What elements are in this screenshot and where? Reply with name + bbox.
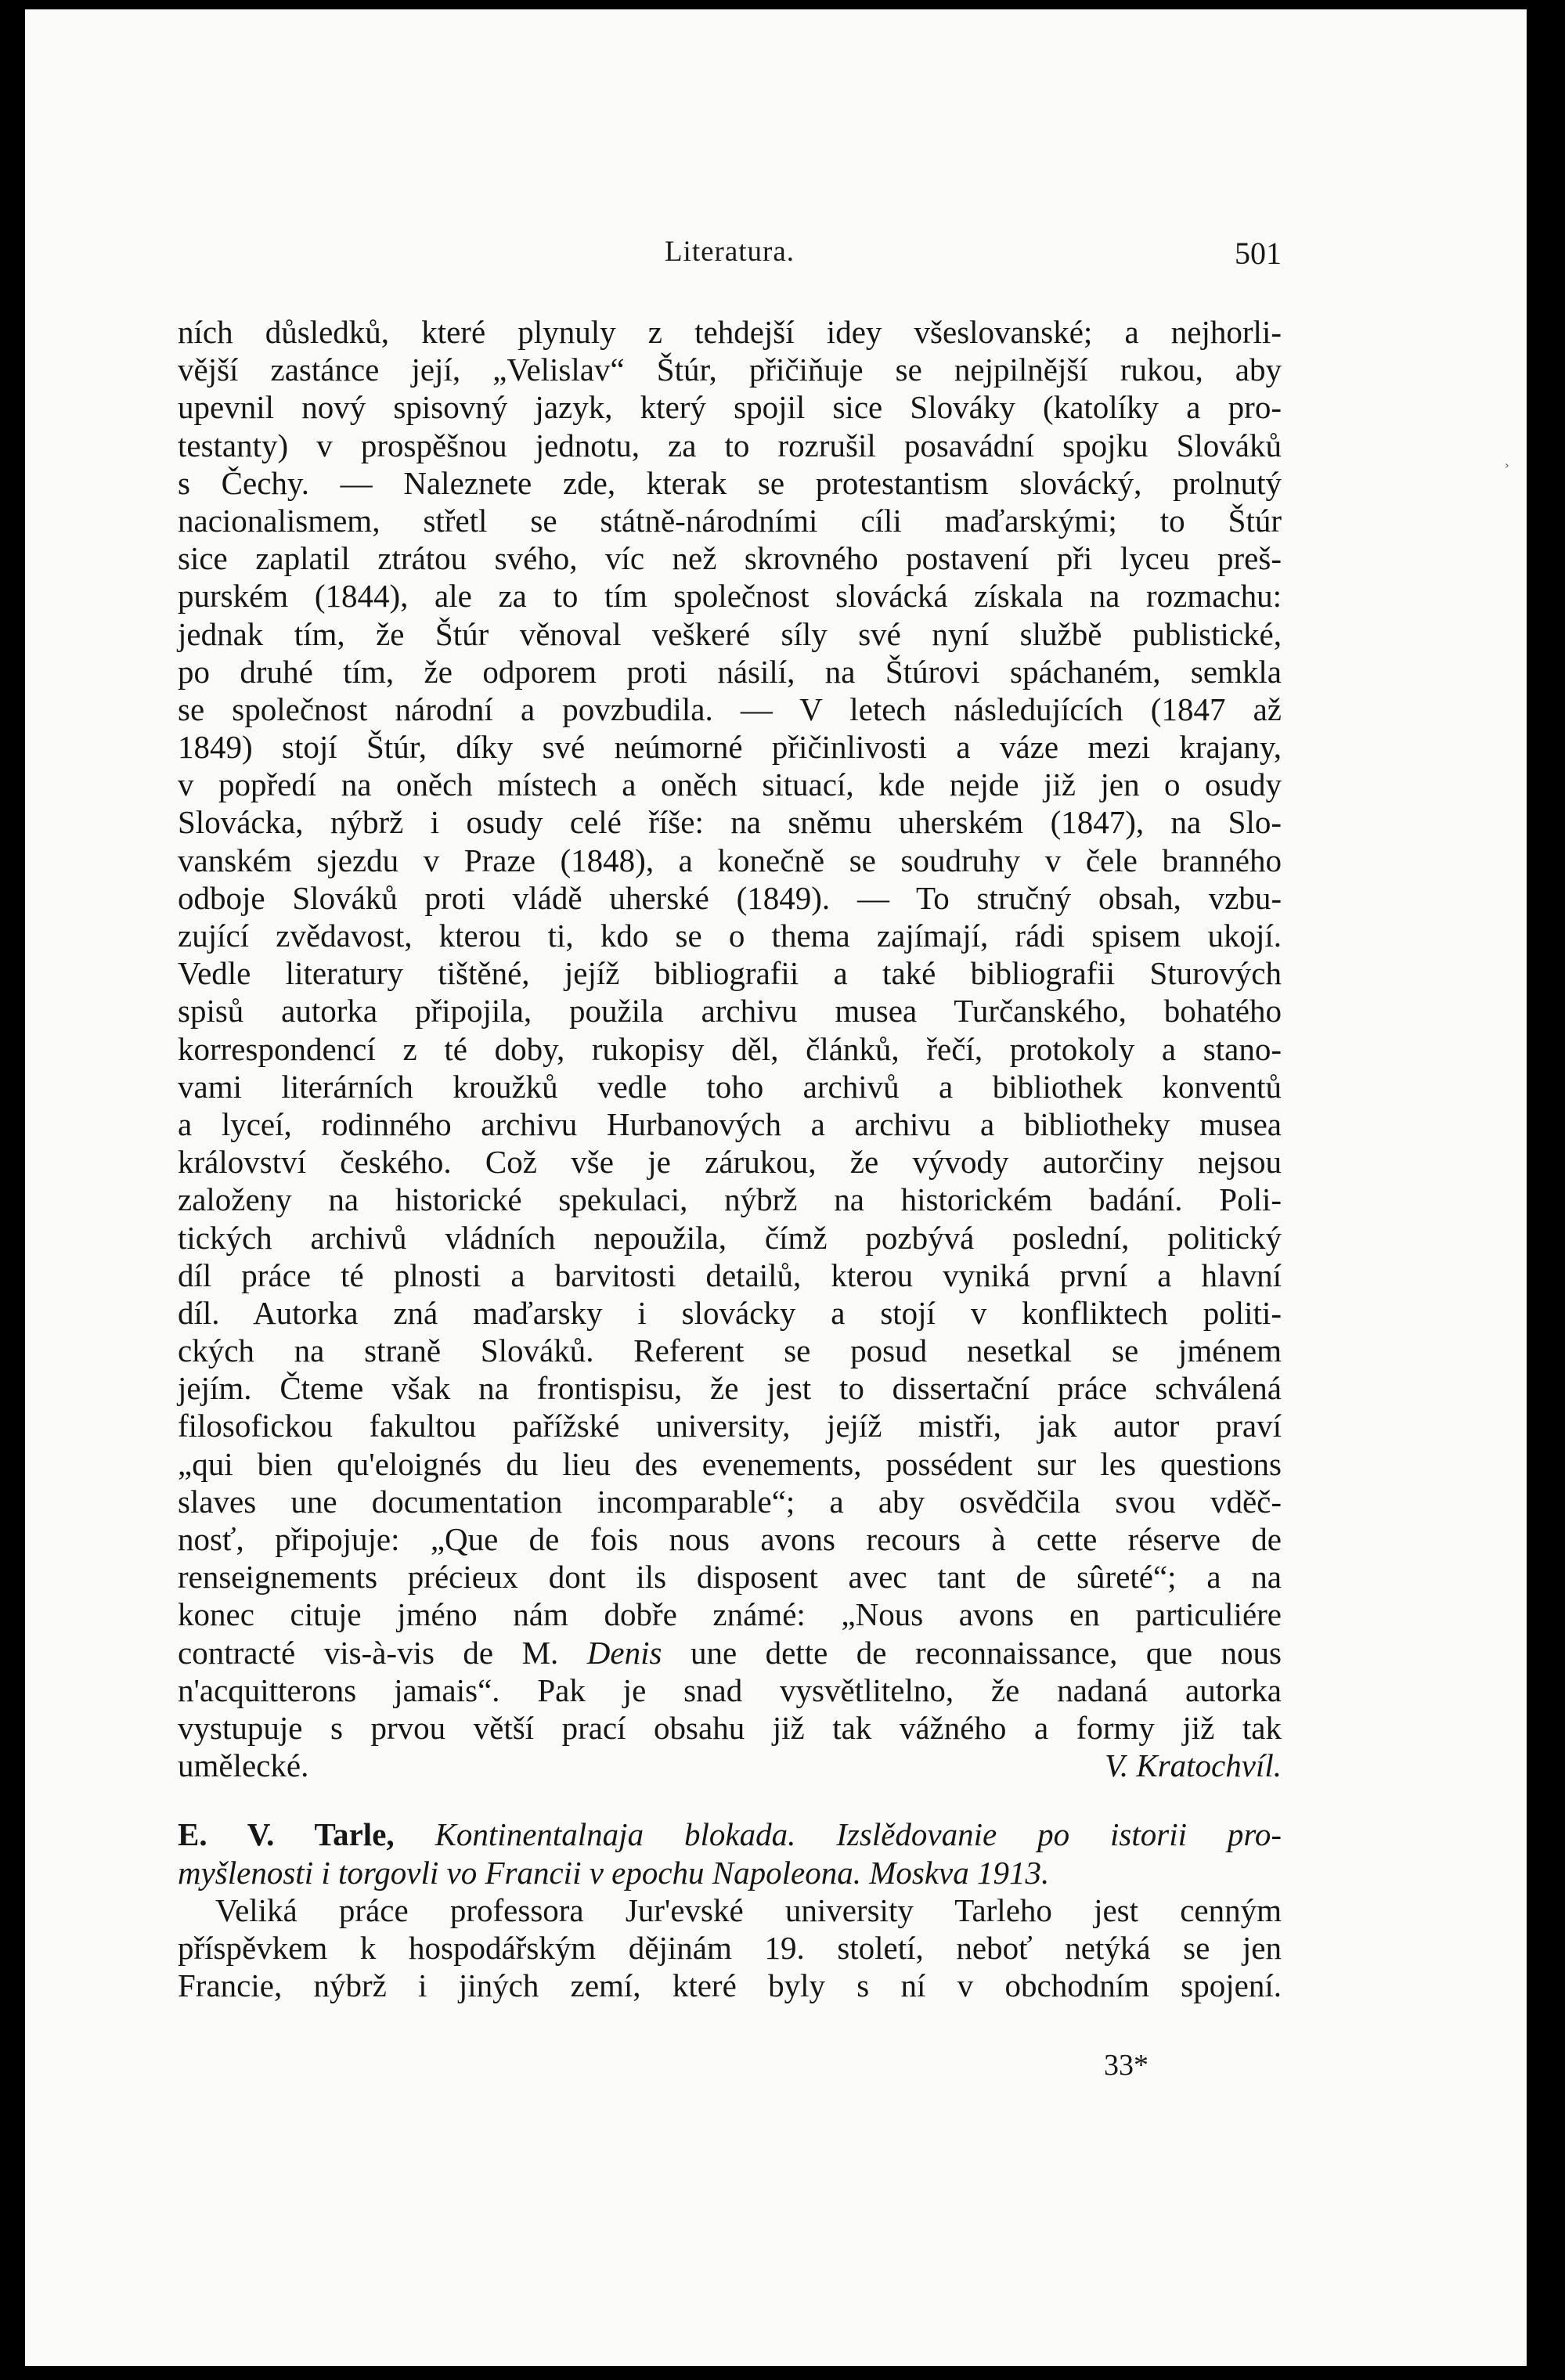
text-line: jednak tím, že Štúr věnoval veškeré síly své nyní službě publistické, — [178, 615, 1282, 652]
text-line: ních důsledků, které plynuly z tehdejší idey všeslovanské; a nejhorli- — [178, 314, 1282, 350]
text-line: sice zaplatil ztrátou svého, víc než skrovného postavení při lyceu preš- — [178, 540, 1282, 577]
review-title-part-2: myšlenosti i torgovli vo Francii v epochu Napoleona. Moskva 1913. — [178, 1854, 1050, 1891]
text-line: založeny na historické spekulaci, nýbrž na historickém badání. Poli- — [178, 1181, 1282, 1218]
signature-mark: 33* — [1104, 2049, 1149, 2082]
text-line: díl. Autorka zná maďarsky i slovácky a stojí v konfliktech politi- — [178, 1294, 1282, 1331]
text-line: Slovácka, nýbrž i osudy celé říše: na sněmu uherském (1847), na Slo- — [178, 804, 1282, 841]
text-line: „qui bien qu'eloignés du lieu des evenements, possédent sur les questions — [178, 1445, 1282, 1482]
text-line: Vedle literatury tištěné, jejíž bibliografii a také bibliografii Sturových — [178, 955, 1282, 992]
text-line: vější zastánce její, „Velislav“ Štúr, přičiňuje se nejpilnější rukou, aby — [178, 352, 1282, 388]
review-heading — [178, 1816, 1282, 1891]
text-line: filosofickou fakultou pařížské university, jejíž mistři, jak autor praví — [178, 1408, 1282, 1444]
review-text-line: příspěvkem k hospodářským dějinám 19. století, neboť netýká se jen — [178, 1929, 1282, 1966]
text-line: v popředí na oněch místech a oněch situací, kde nejde již jen o osudy — [178, 766, 1282, 803]
text-line: renseignements précieux dont ils disposent avec tant de sûreté“; a na — [178, 1559, 1282, 1596]
text-line: království českého. Což vše je zárukou, že vývody autorčiny nejsou — [178, 1144, 1282, 1181]
text-body — [178, 313, 1282, 2004]
running-header — [178, 235, 1282, 282]
text-line-end: une dette de reconnaissance, que nous — [662, 1634, 1282, 1671]
text-line: vami literárních kroužků vedle toho archivů a bibliothek konventů — [178, 1068, 1282, 1105]
text-line: jejím. Čteme však na frontispisu, že jest to dissertační práce schválená — [178, 1370, 1282, 1407]
page-number: 501 — [1235, 236, 1282, 271]
text-line: ckých na straně Slováků. Referent se posud nesetkal se jménem — [178, 1332, 1282, 1369]
text-line: s Čechy. — Naleznete zde, kterak se protestantism slovácký, prolnutý — [178, 464, 1282, 501]
text-line: konec cituje jméno nám dobře známé: „Nous avons en particuliére — [178, 1596, 1282, 1633]
text-line: a lyceí, rodinného archivu Hurbanových a archivu a bibliotheky musea — [178, 1105, 1282, 1142]
reviewer-signature: V. Kratochvíl. — [1105, 1747, 1282, 1784]
text-line: nosť, připojuje: „Que de fois nous avons recours à cette réserve de — [178, 1521, 1282, 1557]
closing-line — [178, 1747, 1282, 1784]
text-line: zující zvědavost, kterou ti, kdo se o thema zajímají, rádi spisem ukojí. — [178, 918, 1282, 954]
text-line: vystupuje s prvou větší prací obsahu již tak vážného a formy již tak — [178, 1709, 1282, 1746]
review-heading-line — [178, 1816, 1282, 1853]
text-line: se společnost národní a povzbudila. — V letech následujících (1847 až — [178, 691, 1282, 727]
review-title-part-1: Kontinentalnaja blokada. Izslědovanie po istorii pro- — [394, 1816, 1282, 1853]
text-line: n'acquitterons jamais“. Pak je snad vysvětlitelno, že nadaná autorka — [178, 1671, 1282, 1708]
closing-text: umělecké. — [178, 1747, 309, 1784]
text-line: odboje Slováků proti vládě uherské (1849). — To stručný obsah, vzbu- — [178, 879, 1282, 916]
text-line: vanském sjezdu v Praze (1848), a konečně se soudruhy v čele branného — [178, 842, 1282, 878]
review-text-line: Veliká práce professora Jur'evské university Tarleho jest cenným — [215, 1891, 1282, 1928]
text-line: testanty) v prospěšnou jednotu, za to rozrušil posavádní spojku Slováků — [178, 427, 1282, 463]
cited-name: Denis — [586, 1634, 662, 1671]
text-line: purském (1844), ale za to tím společnost slovácká získala na rozmachu: — [178, 578, 1282, 615]
text-line: tických archivů vládních nepoužila, čímž pozbývá poslední, politický — [178, 1219, 1282, 1256]
review-author: E. V. Tarle, — [178, 1816, 395, 1853]
text-line: nacionalismem, střetl se státně-národními cíli maďarskými; to Štúr — [178, 502, 1282, 539]
section-title: Literatura. — [664, 236, 795, 268]
review-text-line: Francie, nýbrž i jiných zemí, které byly s ní v obchodním spojení. — [178, 1967, 1282, 2004]
text-line: korrespondencí z té doby, rukopisy děl, článků, řečí, protokoly a stano- — [178, 1030, 1282, 1067]
text-line-start: contracté vis-à-vis de M. — [178, 1634, 587, 1671]
book-page — [25, 9, 1527, 2366]
text-line: po druhé tím, že odporem proti násilí, na Štúrovi spáchaném, semkla — [178, 653, 1282, 690]
margin-mark: › — [1505, 460, 1509, 472]
text-line: spisů autorka připojila, použila archivu musea Turčanského, bohatého — [178, 993, 1282, 1030]
text-line: slaves une documentation incomparable“; a aby osvědčila svou vděč- — [178, 1483, 1282, 1520]
text-line — [178, 1634, 1282, 1671]
text-line: 1849) stojí Štúr, díky své neúmorné přičinlivosti a váze mezi krajany, — [178, 729, 1282, 766]
text-line: upevnil nový spisovný jazyk, který spojil sice Slováky (katolíky a pro- — [178, 389, 1282, 426]
text-line: díl práce té plnosti a barvitosti detailů, kterou vyniká první a hlavní — [178, 1257, 1282, 1293]
section-gap — [178, 1784, 1282, 1816]
